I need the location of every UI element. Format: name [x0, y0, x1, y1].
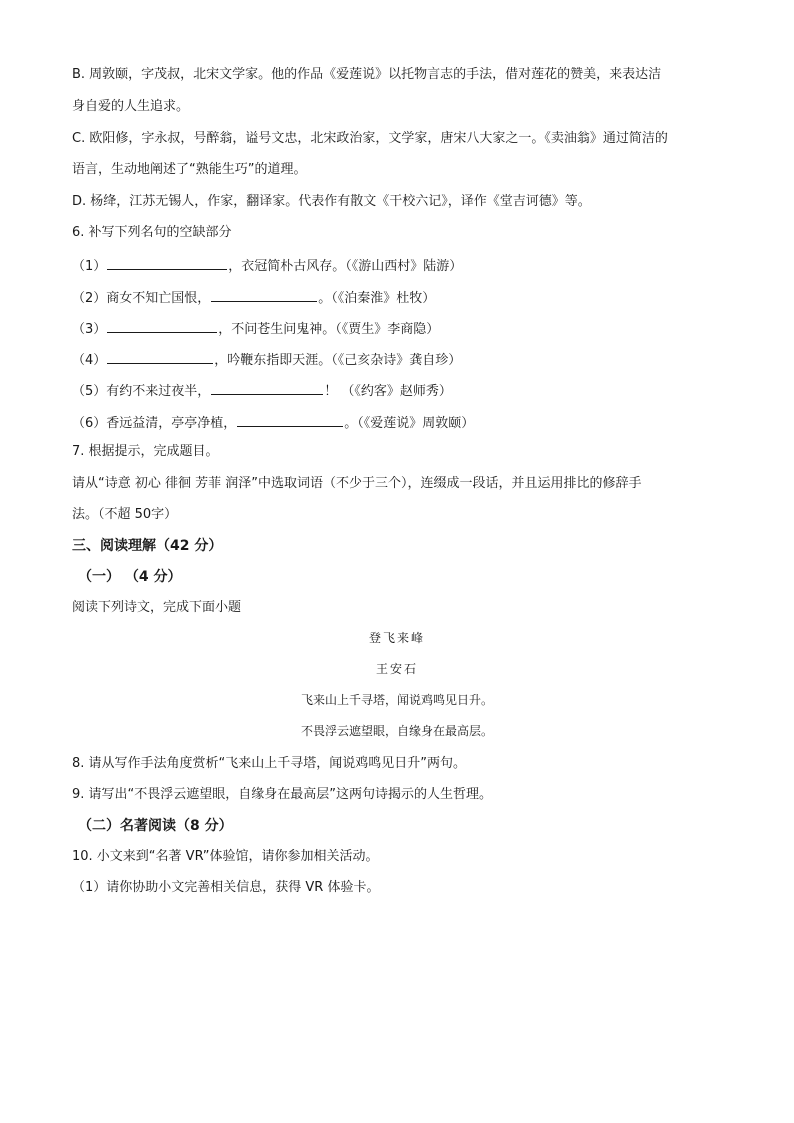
q10-stem: 10. 小文来到“名著 VR”体验馆，请你参加相关活动。 — [72, 849, 379, 864]
q6-stem: 6. 补写下列名句的空缺部分 — [72, 225, 232, 240]
fill-blank[interactable] — [237, 412, 343, 427]
q6-item-6 — [72, 412, 734, 433]
q8: 8. 请从写作手法角度赏析“飞来山上千寻塔，闻说鸡鸣见日升”两句。 — [72, 756, 467, 771]
q6-item-3 — [72, 318, 734, 339]
q6-item-2 — [72, 287, 734, 308]
part2-heading: （二）名著阅读（8 分） — [78, 818, 233, 834]
part1-heading: （一） （4 分） — [78, 569, 182, 585]
q6-item-num: （4） — [72, 353, 107, 368]
q6-item-num: （3） — [72, 322, 107, 337]
q9: 9. 请写出“不畏浮云遮望眼，自缘身在最高层”这两句诗揭示的人生哲理。 — [72, 787, 493, 802]
q6-item-post: 。（《泊秦淮》杜牧） — [318, 291, 436, 306]
q6-item-4 — [72, 349, 734, 370]
fill-blank[interactable] — [211, 380, 323, 395]
q6-item-pre: 商女不知亡国恨， — [106, 291, 211, 306]
poem-line2: 不畏浮云遮望眼，自缘身在最高层。 — [300, 724, 493, 738]
q6-item-pre: 有约不来过夜半， — [106, 384, 211, 399]
q6-item-num: （6） — [72, 416, 107, 431]
q6-item-post: ，吟鞭东指即天涯。（《己亥杂诗》龚自珍） — [214, 353, 462, 368]
option-b-line2: 身自爱的人生追求。 — [72, 99, 190, 114]
q7-line2: 法。（不超 50字） — [72, 507, 178, 522]
option-d: D. 杨绛，江苏无锡人，作家，翻译家。代表作有散文《干校六记》，译作《堂吉诃德》等。 — [72, 194, 591, 209]
q6-item-5 — [72, 380, 734, 401]
fill-blank[interactable] — [107, 255, 227, 270]
q6-item-pre: 香远益清，亭亭净植， — [106, 416, 237, 431]
fill-blank[interactable] — [211, 287, 317, 302]
poem-author: 王安石 — [375, 662, 418, 676]
q6-item-post: 。（《爱莲说》周敦颐） — [344, 416, 475, 431]
q6-item-post: ，不问苍生问鬼神。（《贾生》李商隐） — [218, 322, 440, 337]
q6-item-post: ，衣冠简朴古风存。（《游山西村》陆游） — [228, 259, 463, 274]
q6-item-num: （1） — [72, 259, 107, 274]
poem-title: 登飞来峰 — [368, 631, 425, 645]
option-b-line1: B. 周敦颐，字茂叔，北宋文学家。他的作品《爱莲说》以托物言志的手法，借对莲花的赞美，来表达洁 — [72, 67, 662, 82]
q7-line1: 请从“诗意 初心 徘徊 芳菲 润泽”中选取词语（不少于三个），连缀成一段话，并且运用排比的修辞手 — [72, 476, 642, 491]
q7-stem: 7. 根据提示，完成题目。 — [72, 444, 219, 459]
option-c-line1: C. 欧阳修，字永叔，号醉翁，谥号文忠，北宋政治家，文学家，唐宋八大家之一。《卖油翁》通过简洁的 — [72, 131, 668, 146]
fill-blank[interactable] — [107, 349, 213, 364]
q6-item-num: （5） — [72, 384, 107, 399]
part1-intro: 阅读下列诗文，完成下面小题 — [72, 600, 242, 615]
q6-item-1 — [72, 255, 734, 276]
poem-line1: 飞来山上千寻塔，闻说鸡鸣见日升。 — [300, 693, 493, 707]
q6-item-post: ！ （《约客》赵师秀） — [324, 384, 452, 399]
q6-item-num: （2） — [72, 291, 107, 306]
section-title: 三、阅读理解（42 分） — [72, 538, 223, 554]
option-c-line2: 语言，生动地阐述了“熟能生巧”的道理。 — [72, 162, 307, 177]
fill-blank[interactable] — [107, 318, 217, 333]
q10-sub1: （1）请你协助小文完善相关信息，获得 VR 体验卡。 — [72, 880, 380, 895]
